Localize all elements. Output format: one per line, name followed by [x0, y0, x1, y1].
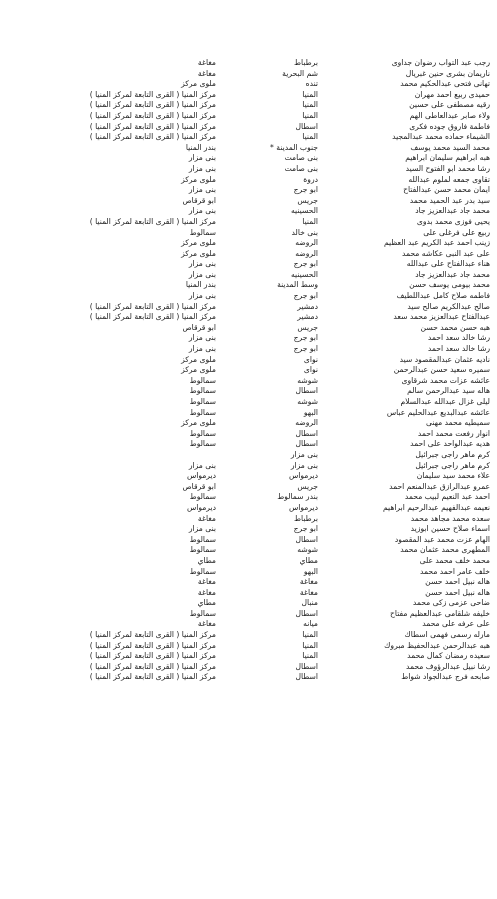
- village-name: ابو جرج: [293, 291, 318, 301]
- person-name: هديه عبدالواحد على احمد: [410, 439, 490, 449]
- table-row: [6, 196, 490, 207]
- table-row: [6, 344, 490, 355]
- center-name: بنى مزار: [188, 291, 216, 301]
- center-name: سمالوط: [189, 534, 216, 544]
- center-name: مركز المنيا ( القرى التابعة لمركز المنيا ): [89, 216, 216, 226]
- village-name: المنيا: [302, 630, 318, 640]
- village-name: دروة: [303, 174, 318, 184]
- center-name: مغاغة: [197, 577, 216, 587]
- person-name: رشا محمد ابو الفتوح السيد: [405, 163, 490, 173]
- center-name: بنى مزار: [188, 163, 216, 173]
- table-row: [6, 249, 490, 260]
- village-name: البهو: [303, 566, 318, 576]
- center-name: مركز المنيا ( القرى التابعة لمركز المنيا ): [89, 630, 216, 640]
- table-row: [6, 386, 490, 397]
- person-name: احمد عبد النعيم لبيب محمد: [404, 492, 490, 502]
- table-row: [6, 471, 490, 482]
- table-row: [6, 651, 490, 662]
- village-name: اسطال: [295, 386, 318, 396]
- center-name: بندر المنيا: [185, 280, 216, 290]
- center-name: بنى مزار: [188, 153, 216, 163]
- village-name: وسط المدينة: [277, 280, 318, 290]
- center-name: بنى مزار: [188, 333, 216, 343]
- table-row: [6, 535, 490, 546]
- person-name: محمد جاد عبدالعزيز جاد: [415, 269, 490, 279]
- person-name: صالح عبدالكريم صالح سيد: [407, 301, 490, 311]
- village-name: بنى خالد: [291, 227, 318, 237]
- center-name: سمالوط: [189, 397, 216, 406]
- person-name: عبدالفتاح عبدالعزيز محمد سعد: [393, 312, 490, 322]
- center-name: سمالوط: [189, 227, 216, 237]
- table-row: [6, 355, 490, 366]
- village-name: الحسينيه: [290, 269, 318, 279]
- village-name: شوشه: [297, 397, 318, 406]
- table-row: [6, 567, 490, 578]
- person-name: محمد بيومى يوسف حسن: [409, 280, 490, 290]
- person-name: صابحه فرج عبدالجواد شواط: [401, 672, 490, 682]
- village-name: جريس: [297, 195, 318, 205]
- table-row: [6, 291, 490, 302]
- table-row: [6, 376, 490, 387]
- person-name: نعيمه عبدالفهيم عبدالرحيم ابراهيم: [382, 502, 490, 512]
- center-name: سمالوط: [189, 375, 216, 385]
- village-name: المنيا: [302, 640, 318, 650]
- person-name: هاله سيد عبدالرحمن سالم: [407, 386, 490, 396]
- center-name: سمالوط: [189, 439, 216, 449]
- person-name: على عرفه على محمد: [422, 619, 490, 629]
- center-name: بنى مزار: [188, 460, 216, 470]
- person-name: فاطمة فاروق جوده فكرى: [409, 121, 490, 131]
- center-name: مطاي: [197, 555, 216, 565]
- table-row: [6, 302, 490, 313]
- table-row: [6, 270, 490, 281]
- person-name: محمد السيد محمد يوسف: [410, 142, 490, 152]
- person-name: يحيى فوزى محمد بدوى: [416, 216, 490, 226]
- person-name: رقيه مصطفى على حسين: [409, 100, 490, 110]
- person-name: عائشه عزات محمد شرقاوى: [401, 375, 490, 385]
- center-name: بنى مزار: [188, 185, 216, 195]
- person-name: تهانى فتحى عبدالحكيم محمد: [400, 79, 490, 89]
- center-name: مركز المنيا ( القرى التابعة لمركز المنيا ): [89, 100, 216, 110]
- village-name: جنوب المدينة *: [270, 142, 318, 152]
- person-name: كرم ماهر راجى جبرائيل: [415, 460, 490, 470]
- person-name: هبه ابراهيم سليمان ابراهيم: [405, 153, 490, 163]
- table-row: [6, 662, 490, 673]
- person-name: على عبد النبى عكاشه محمد: [402, 248, 490, 258]
- table-row: [6, 333, 490, 344]
- center-name: ملوى مركز: [181, 79, 216, 89]
- person-name: سيد بدر عبد الحميد محمد: [409, 195, 490, 205]
- table-row: [6, 90, 490, 101]
- table-row: [6, 429, 490, 440]
- person-name: رشا خالد سعد احمد: [427, 333, 490, 343]
- center-name: مغاغة: [197, 619, 216, 629]
- village-name: الحسينيه: [290, 206, 318, 216]
- village-name: المنيا: [302, 651, 318, 661]
- center-name: مركز المنيا ( القرى التابعة لمركز المنيا ): [89, 89, 216, 99]
- person-name: سميطيه محمد مهنى: [426, 418, 490, 428]
- center-name: ملوى مركز: [181, 238, 216, 248]
- records-table: [6, 58, 490, 683]
- person-name: اسماء صلاح حسين ابوزيد: [410, 524, 490, 534]
- person-name: هاله نبيل احمد حسن: [425, 587, 490, 597]
- center-name: مركز المنيا ( القرى التابعة لمركز المنيا ): [89, 672, 216, 682]
- table-row: [6, 524, 490, 535]
- village-name: ديرمواس: [288, 502, 318, 512]
- person-name: علاء محمد سيد سليمان: [416, 471, 490, 481]
- table-row: [6, 482, 490, 493]
- person-name: ايمان محمد حسن عبدالفتاح: [403, 185, 490, 195]
- table-row: [6, 100, 490, 111]
- center-name: ديرمواس: [186, 471, 216, 481]
- village-name: مطاي: [299, 555, 318, 565]
- center-name: مركز المنيا ( القرى التابعة لمركز المنيا ): [89, 312, 216, 322]
- village-name: تنده: [305, 79, 318, 89]
- table-row: [6, 259, 490, 270]
- person-name: رشا خالد سعد احمد: [427, 344, 490, 354]
- table-row: [6, 143, 490, 154]
- table-row: [6, 111, 490, 122]
- table-row: [6, 206, 490, 217]
- village-name: برطباط: [294, 513, 318, 523]
- village-name: ابو جرج: [293, 185, 318, 195]
- village-name: جريس: [297, 481, 318, 491]
- village-name: دمشير: [297, 312, 318, 322]
- center-name: ملوى مركز: [181, 174, 216, 184]
- village-name: شوشه: [297, 375, 318, 385]
- person-name: ناديه عثمان عبدالمقصود سيد: [399, 354, 490, 364]
- center-name: بنى مزار: [188, 344, 216, 354]
- table-row: [6, 185, 490, 196]
- center-name: سمالوط: [189, 566, 216, 576]
- center-name: سمالوط: [189, 545, 216, 555]
- center-name: ديرمواس: [186, 502, 216, 512]
- center-name: مركز المنيا ( القرى التابعة لمركز المنيا ): [89, 110, 216, 120]
- table-row: [6, 228, 490, 239]
- center-name: ملوى مركز: [181, 354, 216, 364]
- center-name: مطاي: [197, 598, 216, 608]
- person-name: زينب احمد عبد الكريم عبد العظيم: [383, 238, 490, 248]
- person-name: الشيماء حماده محمد عبدالمجيد: [392, 132, 490, 142]
- village-name: نواى: [303, 365, 318, 375]
- center-name: سمالوط: [189, 428, 216, 438]
- table-row: [6, 79, 490, 90]
- center-name: بنى مزار: [188, 269, 216, 279]
- table-row: [6, 312, 490, 323]
- table-row: [6, 132, 490, 143]
- village-name: نواى: [303, 354, 318, 364]
- village-name: البهو: [303, 407, 318, 417]
- person-name: هبه حسن محمد حسن: [420, 322, 490, 332]
- village-name: مغاغة: [299, 577, 318, 587]
- person-name: عمرو عبدالرازق عبدالمنعم احمد: [389, 481, 490, 491]
- village-name: المنيا: [302, 132, 318, 142]
- village-name: بنى صامت: [284, 163, 318, 173]
- table-row: [6, 461, 490, 472]
- person-name: محمد خلف محمد على: [419, 555, 490, 565]
- center-name: مغاغة: [197, 587, 216, 597]
- village-name: ابو جرج: [293, 524, 318, 534]
- center-name: سمالوط: [189, 386, 216, 396]
- village-name: بنى مزار: [290, 449, 318, 459]
- village-name: المنيا: [302, 100, 318, 110]
- table-row: [6, 323, 490, 334]
- person-name: عائشه عبدالبديع عبدالحليم عباس: [386, 407, 490, 417]
- table-row: [6, 609, 490, 620]
- center-name: ابو قرقاص: [182, 481, 216, 491]
- village-name: شم البحرية: [282, 68, 318, 78]
- table-row: [6, 492, 490, 503]
- person-name: ولاء صابر عبدالعاطى الهم: [409, 110, 490, 120]
- person-name: سعده محمد مجاهد محمد: [410, 513, 490, 523]
- village-name: بنى صامت: [284, 153, 318, 163]
- village-name: اسطال: [295, 608, 318, 618]
- person-name: فاطمه صلاح كامل عبداللطيف: [396, 291, 490, 301]
- center-name: ملوى مركز: [181, 248, 216, 258]
- village-name: شوشه: [297, 545, 318, 555]
- table-row: [6, 280, 490, 291]
- person-name: خلف عامر احمد محمد: [420, 566, 490, 576]
- village-name: اسطال: [295, 661, 318, 671]
- table-row: [6, 503, 490, 514]
- center-name: ملوى مركز: [181, 418, 216, 428]
- person-name: حميدى ربيع احمد مهران: [414, 89, 490, 99]
- table-row: [6, 153, 490, 164]
- center-name: مركز المنيا ( القرى التابعة لمركز المنيا ): [89, 121, 216, 131]
- village-name: جريس: [297, 322, 318, 332]
- center-name: ملوى مركز: [181, 365, 216, 375]
- village-name: مغاغة: [299, 587, 318, 597]
- center-name: سمالوط: [189, 608, 216, 618]
- table-row: [6, 598, 490, 609]
- village-name: منبال: [301, 598, 318, 608]
- person-name: محمد جاد عبدالعزيز جاد: [415, 206, 490, 216]
- person-name: سعيده رمضان كمال محمد: [407, 651, 490, 661]
- table-row: [6, 238, 490, 249]
- village-name: بندر سمالوط: [277, 492, 318, 502]
- village-name: ميانه: [303, 619, 318, 629]
- table-row: [6, 439, 490, 450]
- village-name: الروضه: [295, 238, 318, 248]
- village-name: اسطال: [295, 534, 318, 544]
- center-name: مركز المنيا ( القرى التابعة لمركز المنيا ): [89, 651, 216, 661]
- person-name: ليلى غزال عبدالله عبدالسلام: [400, 397, 490, 406]
- table-row: [6, 397, 490, 408]
- village-name: ابو جرج: [293, 344, 318, 354]
- center-name: مغاغة: [197, 58, 216, 67]
- center-name: سمالوط: [189, 407, 216, 417]
- center-name: مركز المنيا ( القرى التابعة لمركز المنيا ): [89, 640, 216, 650]
- person-name: مارله رسمى فهمى اسطاك: [404, 630, 490, 640]
- table-row: [6, 619, 490, 630]
- table-row: [6, 58, 490, 69]
- person-name: ضاحى عزمى زكى محمد: [412, 598, 490, 608]
- person-name: سميره سعيد حسن عبدالرحمن: [393, 365, 490, 375]
- table-row: [6, 217, 490, 228]
- village-name: دمشير: [297, 301, 318, 311]
- center-name: ابو قرقاص: [182, 322, 216, 332]
- center-name: بنى مزار: [188, 524, 216, 534]
- table-row: [6, 175, 490, 186]
- table-row: [6, 408, 490, 419]
- person-name: رشا نبيل عبدالرؤوف محمد: [405, 661, 490, 671]
- village-name: اسطال: [295, 439, 318, 449]
- table-row: [6, 164, 490, 175]
- village-name: بنى مزار: [290, 460, 318, 470]
- center-name: بنى مزار: [188, 259, 216, 269]
- person-name: رجب عبد التواب رضوان جداوى: [391, 58, 490, 67]
- village-name: ديرمواس: [288, 471, 318, 481]
- village-name: المنيا: [302, 89, 318, 99]
- table-row: [6, 514, 490, 525]
- person-name: هبه عبدالرحمن عبدالحفيظ مبروك: [384, 640, 490, 650]
- center-name: ابو قرقاص: [182, 195, 216, 205]
- village-name: اسطال: [295, 121, 318, 131]
- village-name: ابو جرج: [293, 333, 318, 343]
- center-name: مغاغة: [197, 513, 216, 523]
- person-name: المطهرى محمد عثمان محمد: [400, 545, 490, 555]
- table-row: [6, 588, 490, 599]
- table-row: [6, 672, 490, 683]
- village-name: المنيا: [302, 216, 318, 226]
- table-row: [6, 69, 490, 80]
- center-name: بنى مزار: [188, 206, 216, 216]
- table-row: [6, 450, 490, 461]
- village-name: اسطال: [295, 428, 318, 438]
- person-name: هناء عبدالفتاح على عبدالله: [406, 259, 490, 269]
- table-row: [6, 545, 490, 556]
- center-name: مركز المنيا ( القرى التابعة لمركز المنيا ): [89, 301, 216, 311]
- person-name: انوار رفعت محمد احمد: [417, 428, 490, 438]
- table-row: [6, 556, 490, 567]
- village-name: اسطال: [295, 672, 318, 682]
- table-row: [6, 577, 490, 588]
- person-name: تقاوى جمعه لملوم عبدالله: [408, 174, 490, 184]
- village-name: ابو جرج: [293, 259, 318, 269]
- center-name: بندر المنيا: [185, 142, 216, 152]
- person-name: هاله نبيل احمد حسن: [425, 577, 490, 587]
- person-name: الهام عزت محمد عبد المقصود: [394, 534, 490, 544]
- village-name: المنيا: [302, 110, 318, 120]
- village-name: برطباط: [294, 58, 318, 67]
- center-name: سمالوط: [189, 492, 216, 502]
- center-name: مركز المنيا ( القرى التابعة لمركز المنيا ): [89, 661, 216, 671]
- person-name: خليفه شلقامى عبدالعظيم مفتاح: [390, 608, 490, 618]
- table-row: [6, 365, 490, 376]
- village-name: الروضه: [295, 248, 318, 258]
- table-row: [6, 630, 490, 641]
- person-name: ربيع على فرغلى على: [423, 227, 490, 237]
- person-name: ناريمان بشرى حنين غبريال: [405, 68, 490, 78]
- table-row: [6, 122, 490, 133]
- center-name: مغاغة: [197, 68, 216, 78]
- table-row: [6, 418, 490, 429]
- village-name: الروضه: [295, 418, 318, 428]
- table-row: [6, 641, 490, 652]
- center-name: مركز المنيا ( القرى التابعة لمركز المنيا ): [89, 132, 216, 142]
- person-name: كرم ماهر راجى جبرائيل: [415, 449, 490, 459]
